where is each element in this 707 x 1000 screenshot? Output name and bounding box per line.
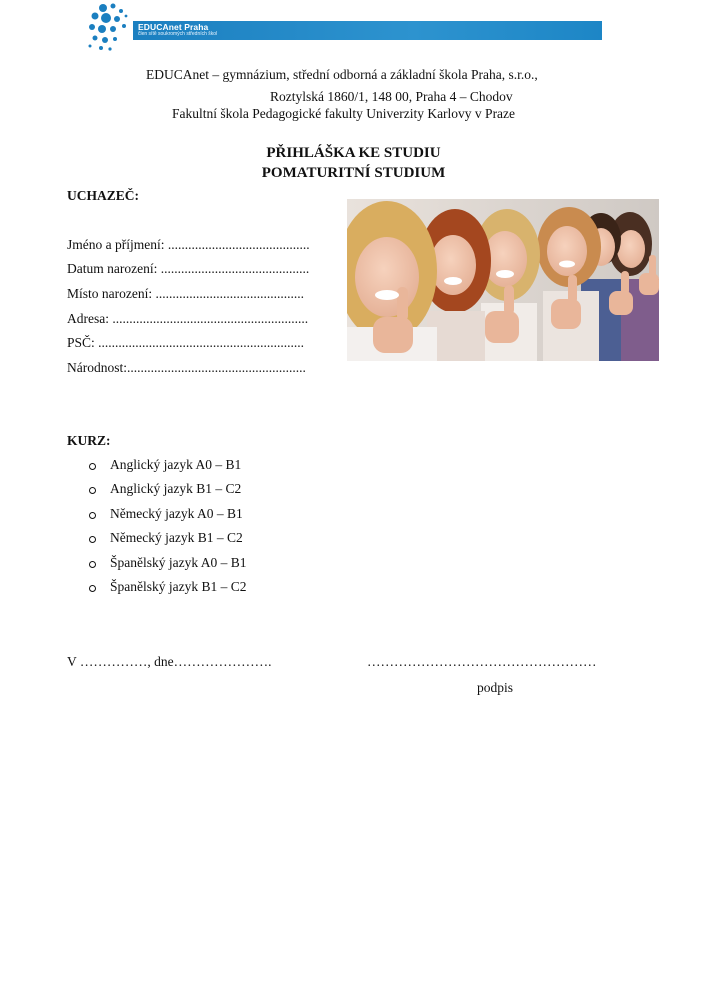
- course-option[interactable]: Anglický jazyk A0 – B1: [110, 457, 242, 472]
- place-date-field[interactable]: V ……………, dne………………….: [67, 654, 272, 669]
- option-bullet-icon[interactable]: [89, 585, 96, 592]
- logo-tagline: člen sítě soukromých středních škol: [138, 31, 218, 37]
- option-bullet-icon[interactable]: [89, 512, 96, 519]
- nationality-field[interactable]: Národnost:.....................................................: [67, 360, 306, 375]
- option-bullet-icon[interactable]: [89, 561, 96, 568]
- educanet-logo-mark: [86, 2, 138, 54]
- name-field[interactable]: Jméno a příjmení: ..........................................: [67, 237, 310, 252]
- option-bullet-icon[interactable]: [89, 536, 96, 543]
- birth-place-field[interactable]: Místo narození: ............................................: [67, 286, 304, 301]
- school-address-line: Roztylská 1860/1, 148 00, Praha 4 – Chodov: [270, 89, 513, 104]
- school-name-line: EDUCAnet – gymnázium, střední odborná a základní škola Praha, s.r.o.,: [146, 67, 538, 82]
- signature-line[interactable]: ……………………………………………: [367, 654, 597, 669]
- applicant-heading: UCHAZEČ:: [67, 188, 140, 203]
- postal-code-field[interactable]: PSČ: .............................................................: [67, 335, 305, 350]
- course-heading: KURZ:: [67, 433, 111, 448]
- form-title: PŘIHLÁŠKA KE STUDIU: [266, 145, 441, 161]
- students-thumbs-up-photo: [347, 199, 659, 361]
- birth-date-field[interactable]: Datum narození: ............................................: [67, 261, 310, 276]
- option-bullet-icon[interactable]: [89, 487, 96, 494]
- course-option[interactable]: Anglický jazyk B1 – C2: [110, 481, 242, 496]
- form-subtitle: POMATURITNÍ STUDIUM: [261, 165, 446, 181]
- faculty-school-line: Fakultní škola Pedagogické fakulty Univerzity Karlovy v Praze: [172, 106, 516, 121]
- address-field[interactable]: Adresa: ..........................................................: [67, 311, 309, 326]
- course-option[interactable]: Španělský jazyk B1 – C2: [110, 579, 247, 594]
- option-bullet-icon[interactable]: [89, 463, 96, 470]
- course-option[interactable]: Německý jazyk A0 – B1: [110, 506, 243, 521]
- signature-label: podpis: [477, 680, 514, 695]
- logo-name: EDUCAnet Praha: [138, 22, 209, 32]
- course-option[interactable]: Španělský jazyk A0 – B1: [110, 555, 247, 570]
- course-option[interactable]: Německý jazyk B1 – C2: [110, 530, 243, 545]
